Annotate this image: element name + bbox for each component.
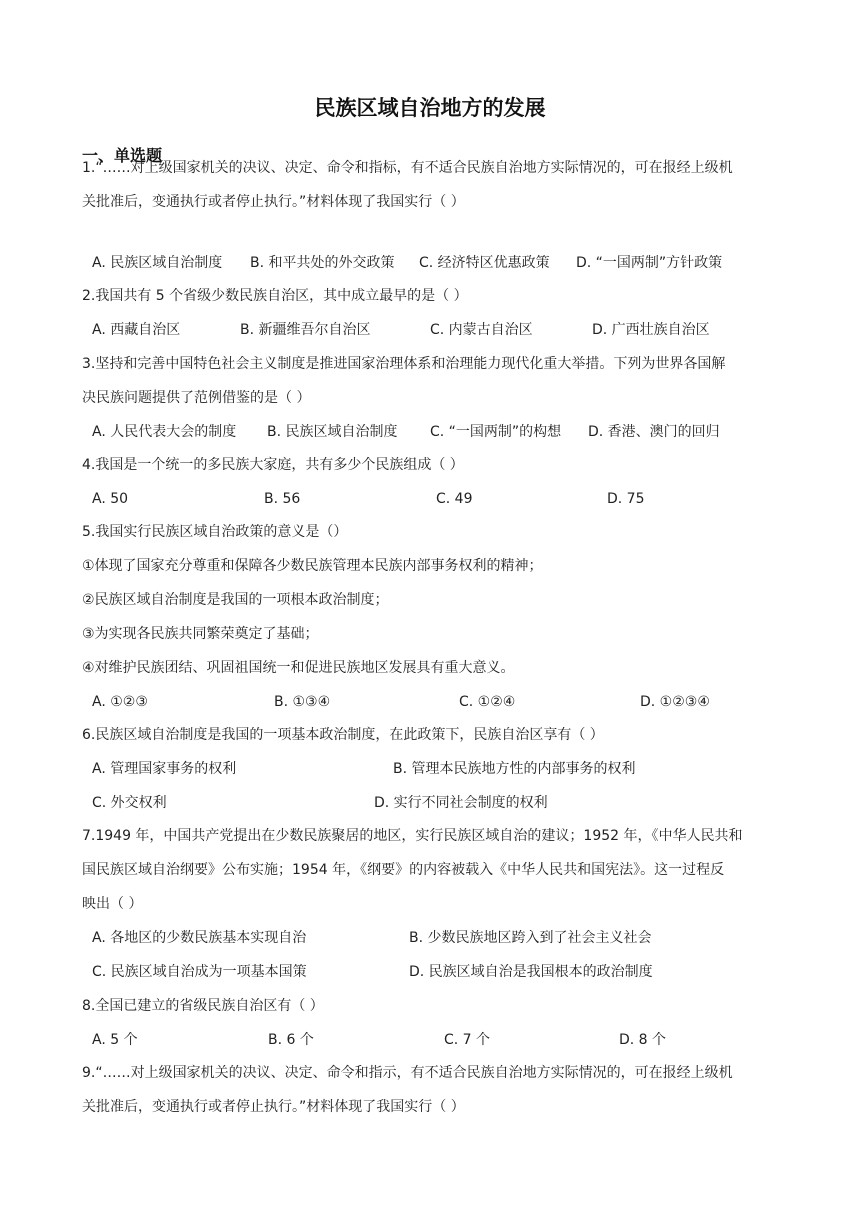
option-row: [92, 759, 782, 779]
answer-option[interactable]: C. 7 个: [444, 1032, 491, 1048]
answer-option[interactable]: D. 75: [607, 491, 645, 507]
answer-option[interactable]: B. 民族区域自治制度: [267, 424, 398, 440]
answer-option[interactable]: C. “一国两制”的构想: [430, 424, 562, 440]
option-row: [92, 1030, 782, 1050]
question-text-line: 映出（ ）: [82, 896, 143, 912]
question-stem: 7.1949 年，中国共产党提出在少数民族聚居的地区，实行民族区域自治的建议；1952 年，《中华人民共和: [82, 828, 743, 844]
question-text-line: 关批准后，变通执行或者停止执行。”材料体现了我国实行（ ）: [82, 194, 465, 210]
question-stem: 6.民族区域自治制度是我国的一项基本政治制度，在此政策下，民族自治区享有（ ）: [82, 727, 604, 743]
option-row: [92, 962, 782, 982]
question-stem: 4.我国是一个统一的多民族大家庭，共有多少个民族组成（ ）: [82, 457, 464, 473]
question-stem: 1.“……对上级国家机关的决议、决定、命令和指标，有不适合民族自治地方实际情况的，可在报经上级机: [82, 160, 733, 176]
document-title: 民族区域自治地方的发展: [314, 96, 546, 120]
answer-option[interactable]: C. 外交权利: [92, 795, 167, 811]
answer-option[interactable]: D. 民族区域自治是我国根本的政治制度: [409, 964, 653, 980]
question-text-line: 决民族问题提供了范例借鉴的是（ ）: [82, 390, 311, 406]
answer-option[interactable]: C. 经济特区优惠政策: [419, 255, 550, 271]
answer-option[interactable]: D. 广西壮族自治区: [592, 322, 710, 338]
question-text-line: 国民族区域自治纲要》公布实施；1954 年，《纲要》的内容被载入《中华人民共和国宪法》。这一过程反: [82, 862, 725, 878]
option-row: [92, 489, 782, 509]
answer-option[interactable]: A. 西藏自治区: [92, 322, 181, 338]
answer-option[interactable]: C. ①②④: [459, 694, 516, 710]
question-stem: 9.“……对上级国家机关的决议、决定、命令和指示，有不适合民族自治地方实际情况的，可在报经上级机: [82, 1065, 733, 1081]
question-text-line: ④对维护民族团结、巩固祖国统一和促进民族地区发展具有重大意义。: [82, 660, 515, 676]
answer-option[interactable]: D. 8 个: [619, 1032, 667, 1048]
answer-option[interactable]: B. ①③④: [274, 694, 331, 710]
question-stem: 2.我国共有 5 个省级少数民族自治区，其中成立最早的是（ ）: [82, 288, 468, 304]
answer-option[interactable]: B. 56: [264, 491, 301, 507]
answer-option[interactable]: A. 民族区域自治制度: [92, 255, 223, 271]
answer-option[interactable]: B. 少数民族地区跨入到了社会主义社会: [409, 930, 652, 946]
answer-option[interactable]: A. 50: [92, 491, 129, 507]
option-row: [92, 320, 782, 340]
answer-option[interactable]: A. 各地区的少数民族基本实现自治: [92, 930, 307, 946]
answer-option[interactable]: B. 管理本民族地方性的内部事务的权利: [393, 761, 636, 777]
question-stem: 5.我国实行民族区域自治政策的意义是（）: [82, 524, 348, 540]
answer-option[interactable]: C. 民族区域自治成为一项基本国策: [92, 964, 307, 980]
answer-option[interactable]: D. 实行不同社会制度的权利: [374, 795, 548, 811]
answer-option[interactable]: C. 内蒙古自治区: [430, 322, 533, 338]
answer-option[interactable]: B. 新疆维吾尔自治区: [240, 322, 371, 338]
answer-option[interactable]: A. ①②③: [92, 694, 148, 710]
question-stem: 8.全国已建立的省级民族自治区有（ ）: [82, 998, 324, 1014]
option-row: [92, 928, 782, 948]
question-text-line: 关批准后，变通执行或者停止执行。”材料体现了我国实行（ ）: [82, 1099, 465, 1115]
answer-option[interactable]: C. 49: [436, 491, 473, 507]
question-text-line: ③为实现各民族共同繁荣奠定了基础；: [82, 626, 319, 642]
answer-option[interactable]: B. 和平共处的外交政策: [250, 255, 395, 271]
option-row: [92, 422, 782, 442]
answer-option[interactable]: A. 管理国家事务的权利: [92, 761, 237, 777]
answer-option[interactable]: B. 6 个: [268, 1032, 314, 1048]
answer-option[interactable]: A. 5 个: [92, 1032, 138, 1048]
answer-option[interactable]: D. ①②③④: [640, 694, 710, 710]
option-row: [92, 253, 782, 273]
section-heading: 一、单选题: [82, 146, 163, 165]
answer-option[interactable]: A. 人民代表大会的制度: [92, 424, 237, 440]
answer-option[interactable]: D. “一国两制”方针政策: [576, 255, 723, 271]
answer-option[interactable]: D. 香港、澳门的回归: [588, 424, 720, 440]
option-row: [92, 692, 782, 712]
question-text-line: ①体现了国家充分尊重和保障各少数民族管理本民族内部事务权利的精神；: [82, 558, 543, 574]
question-stem: 3.坚持和完善中国特色社会主义制度是推进国家治理体系和治理能力现代化重大举措。下列为世界各国解: [82, 356, 726, 372]
question-text-line: ②民族区域自治制度是我国的一项根本政治制度；: [82, 592, 389, 608]
option-row: [92, 793, 782, 813]
